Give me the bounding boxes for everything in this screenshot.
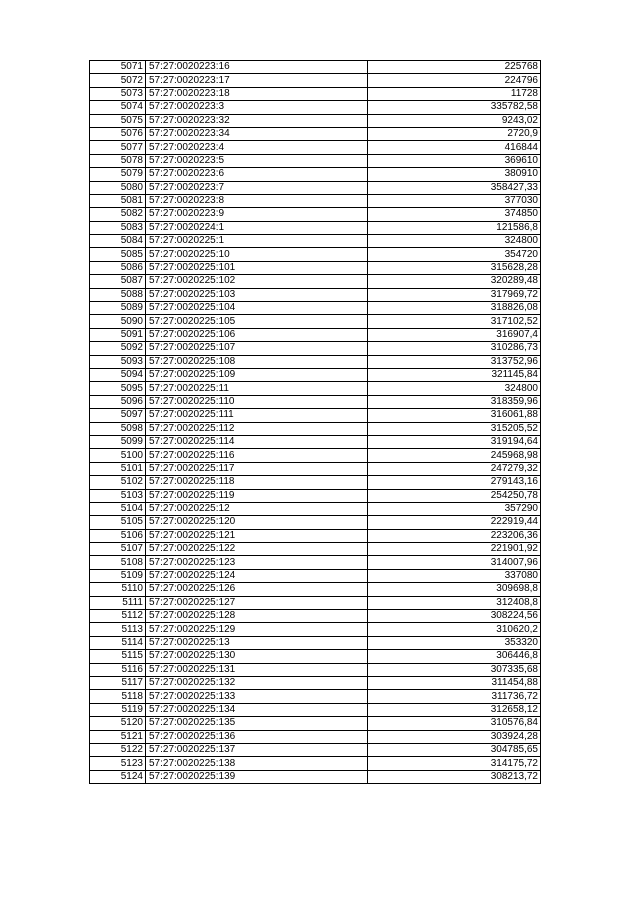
row-number-cell: 5103 bbox=[90, 489, 146, 502]
cadastral-number-cell: 57:27:0020223:8 bbox=[146, 194, 368, 207]
cadastral-number-cell: 57:27:0020225:136 bbox=[146, 730, 368, 743]
cadastral-value-cell: 369610 bbox=[368, 154, 541, 167]
table-row bbox=[90, 141, 541, 154]
row-number-cell: 5079 bbox=[90, 168, 146, 181]
row-number-cell: 5111 bbox=[90, 596, 146, 609]
table-row bbox=[90, 476, 541, 489]
cadastral-number-cell: 57:27:0020225:121 bbox=[146, 529, 368, 542]
row-number-cell: 5088 bbox=[90, 288, 146, 301]
cadastral-value-cell: 312658,12 bbox=[368, 703, 541, 716]
cadastral-number-cell: 57:27:0020225:104 bbox=[146, 302, 368, 315]
row-number-cell: 5093 bbox=[90, 355, 146, 368]
cadastral-number-cell: 57:27:0020225:134 bbox=[146, 703, 368, 716]
row-number-cell: 5089 bbox=[90, 302, 146, 315]
cadastral-value-cell: 324800 bbox=[368, 235, 541, 248]
cadastral-value-cell: 374850 bbox=[368, 208, 541, 221]
table-row bbox=[90, 489, 541, 502]
table-row bbox=[90, 114, 541, 127]
table-row bbox=[90, 302, 541, 315]
row-number-cell: 5099 bbox=[90, 435, 146, 448]
row-number-cell: 5080 bbox=[90, 181, 146, 194]
cadastral-value-cell: 320289,48 bbox=[368, 275, 541, 288]
cadastral-number-cell: 57:27:0020225:111 bbox=[146, 409, 368, 422]
table-row bbox=[90, 422, 541, 435]
cadastral-number-cell: 57:27:0020225:137 bbox=[146, 743, 368, 756]
table-body bbox=[90, 61, 541, 784]
cadastral-number-cell: 57:27:0020225:122 bbox=[146, 543, 368, 556]
cadastral-value-cell: 312408,8 bbox=[368, 596, 541, 609]
cadastral-value-cell: 353320 bbox=[368, 636, 541, 649]
row-number-cell: 5110 bbox=[90, 583, 146, 596]
cadastral-value-cell: 318826,08 bbox=[368, 302, 541, 315]
cadastral-value-cell: 308213,72 bbox=[368, 770, 541, 783]
row-number-cell: 5098 bbox=[90, 422, 146, 435]
table-row bbox=[90, 610, 541, 623]
row-number-cell: 5078 bbox=[90, 154, 146, 167]
cadastral-value-cell: 245968,98 bbox=[368, 449, 541, 462]
cadastral-value-cell: 222919,44 bbox=[368, 516, 541, 529]
cadastral-number-cell: 57:27:0020223:34 bbox=[146, 127, 368, 140]
row-number-cell: 5100 bbox=[90, 449, 146, 462]
row-number-cell: 5095 bbox=[90, 382, 146, 395]
row-number-cell: 5097 bbox=[90, 409, 146, 422]
table-row bbox=[90, 676, 541, 689]
cadastral-value-cell: 11728 bbox=[368, 87, 541, 100]
row-number-cell: 5118 bbox=[90, 690, 146, 703]
table-row bbox=[90, 342, 541, 355]
cadastral-value-cell: 309698,8 bbox=[368, 583, 541, 596]
cadastral-value-cell: 314175,72 bbox=[368, 757, 541, 770]
table-row bbox=[90, 87, 541, 100]
cadastral-value-cell: 377030 bbox=[368, 194, 541, 207]
cadastral-value-cell: 304785,65 bbox=[368, 743, 541, 756]
cadastral-value-cell: 380910 bbox=[368, 168, 541, 181]
cadastral-number-cell: 57:27:0020225:127 bbox=[146, 596, 368, 609]
table-row bbox=[90, 409, 541, 422]
row-number-cell: 5096 bbox=[90, 395, 146, 408]
cadastral-number-cell: 57:27:0020223:16 bbox=[146, 61, 368, 74]
table-row bbox=[90, 516, 541, 529]
table-row bbox=[90, 181, 541, 194]
cadastral-number-cell: 57:27:0020225:102 bbox=[146, 275, 368, 288]
row-number-cell: 5114 bbox=[90, 636, 146, 649]
row-number-cell: 5116 bbox=[90, 663, 146, 676]
row-number-cell: 5104 bbox=[90, 502, 146, 515]
cadastral-value-cell: 315205,52 bbox=[368, 422, 541, 435]
row-number-cell: 5121 bbox=[90, 730, 146, 743]
table-row bbox=[90, 583, 541, 596]
cadastral-value-cell: 316061,88 bbox=[368, 409, 541, 422]
cadastral-value-cell: 315628,28 bbox=[368, 261, 541, 274]
cadastral-number-cell: 57:27:0020225:132 bbox=[146, 676, 368, 689]
cadastral-value-cell: 311736,72 bbox=[368, 690, 541, 703]
cadastral-number-cell: 57:27:0020225:129 bbox=[146, 623, 368, 636]
cadastral-number-cell: 57:27:0020225:117 bbox=[146, 462, 368, 475]
row-number-cell: 5077 bbox=[90, 141, 146, 154]
cadastral-number-cell: 57:27:0020224:1 bbox=[146, 221, 368, 234]
cadastral-number-cell: 57:27:0020225:120 bbox=[146, 516, 368, 529]
row-number-cell: 5119 bbox=[90, 703, 146, 716]
cadastral-number-cell: 57:27:0020225:118 bbox=[146, 476, 368, 489]
cadastral-value-cell: 310620,2 bbox=[368, 623, 541, 636]
cadastral-value-cell: 224796 bbox=[368, 74, 541, 87]
cadastral-value-cell: 221901,92 bbox=[368, 543, 541, 556]
cadastral-value-cell: 313752,96 bbox=[368, 355, 541, 368]
cadastral-value-cell: 337080 bbox=[368, 569, 541, 582]
table-row bbox=[90, 368, 541, 381]
table-row bbox=[90, 556, 541, 569]
cadastral-number-cell: 57:27:0020225:12 bbox=[146, 502, 368, 515]
table-row bbox=[90, 61, 541, 74]
table-row bbox=[90, 168, 541, 181]
table-row bbox=[90, 127, 541, 140]
table-row bbox=[90, 74, 541, 87]
row-number-cell: 5117 bbox=[90, 676, 146, 689]
row-number-cell: 5072 bbox=[90, 74, 146, 87]
row-number-cell: 5092 bbox=[90, 342, 146, 355]
table-row bbox=[90, 315, 541, 328]
table-row bbox=[90, 730, 541, 743]
cadastral-value-cell: 310576,84 bbox=[368, 717, 541, 730]
cadastral-number-cell: 57:27:0020225:138 bbox=[146, 757, 368, 770]
row-number-cell: 5106 bbox=[90, 529, 146, 542]
cadastral-number-cell: 57:27:0020225:103 bbox=[146, 288, 368, 301]
cadastral-value-cell: 319194,64 bbox=[368, 435, 541, 448]
cadastral-number-cell: 57:27:0020223:3 bbox=[146, 101, 368, 114]
row-number-cell: 5109 bbox=[90, 569, 146, 582]
cadastral-number-cell: 57:27:0020225:139 bbox=[146, 770, 368, 783]
cadastral-number-cell: 57:27:0020225:123 bbox=[146, 556, 368, 569]
table-row bbox=[90, 743, 541, 756]
cadastral-number-cell: 57:27:0020225:109 bbox=[146, 368, 368, 381]
row-number-cell: 5071 bbox=[90, 61, 146, 74]
cadastral-number-cell: 57:27:0020225:135 bbox=[146, 717, 368, 730]
cadastral-number-cell: 57:27:0020225:130 bbox=[146, 650, 368, 663]
cadastral-value-cell: 318359,96 bbox=[368, 395, 541, 408]
cadastral-number-cell: 57:27:0020225:124 bbox=[146, 569, 368, 582]
table-row bbox=[90, 502, 541, 515]
table-row bbox=[90, 690, 541, 703]
row-number-cell: 5108 bbox=[90, 556, 146, 569]
cadastral-number-cell: 57:27:0020225:126 bbox=[146, 583, 368, 596]
cadastral-value-cell: 335782,58 bbox=[368, 101, 541, 114]
cadastral-value-cell: 9243,02 bbox=[368, 114, 541, 127]
row-number-cell: 5091 bbox=[90, 328, 146, 341]
cadastral-number-cell: 57:27:0020225:119 bbox=[146, 489, 368, 502]
cadastral-number-cell: 57:27:0020225:114 bbox=[146, 435, 368, 448]
row-number-cell: 5120 bbox=[90, 717, 146, 730]
table-row bbox=[90, 235, 541, 248]
cadastral-value-cell: 121586,8 bbox=[368, 221, 541, 234]
table-row bbox=[90, 154, 541, 167]
table-row bbox=[90, 261, 541, 274]
table-row bbox=[90, 101, 541, 114]
cadastral-value-cell: 225768 bbox=[368, 61, 541, 74]
cadastral-number-cell: 57:27:0020225:106 bbox=[146, 328, 368, 341]
cadastral-number-cell: 57:27:0020223:9 bbox=[146, 208, 368, 221]
row-number-cell: 5073 bbox=[90, 87, 146, 100]
row-number-cell: 5075 bbox=[90, 114, 146, 127]
cadastral-number-cell: 57:27:0020225:131 bbox=[146, 663, 368, 676]
cadastral-value-table bbox=[89, 60, 541, 784]
row-number-cell: 5102 bbox=[90, 476, 146, 489]
row-number-cell: 5090 bbox=[90, 315, 146, 328]
cadastral-value-cell: 303924,28 bbox=[368, 730, 541, 743]
table-row bbox=[90, 248, 541, 261]
table-row bbox=[90, 770, 541, 783]
cadastral-number-cell: 57:27:0020225:1 bbox=[146, 235, 368, 248]
cadastral-value-cell: 308224,56 bbox=[368, 610, 541, 623]
row-number-cell: 5087 bbox=[90, 275, 146, 288]
cadastral-number-cell: 57:27:0020223:4 bbox=[146, 141, 368, 154]
cadastral-number-cell: 57:27:0020225:133 bbox=[146, 690, 368, 703]
cadastral-value-cell: 310286,73 bbox=[368, 342, 541, 355]
cadastral-number-cell: 57:27:0020223:18 bbox=[146, 87, 368, 100]
table-row bbox=[90, 529, 541, 542]
row-number-cell: 5115 bbox=[90, 650, 146, 663]
cadastral-value-cell: 321145,84 bbox=[368, 368, 541, 381]
table-row bbox=[90, 569, 541, 582]
cadastral-number-cell: 57:27:0020225:13 bbox=[146, 636, 368, 649]
cadastral-number-cell: 57:27:0020225:116 bbox=[146, 449, 368, 462]
cadastral-number-cell: 57:27:0020225:108 bbox=[146, 355, 368, 368]
table-row bbox=[90, 650, 541, 663]
table-row bbox=[90, 355, 541, 368]
table-row bbox=[90, 623, 541, 636]
table-row bbox=[90, 275, 541, 288]
row-number-cell: 5074 bbox=[90, 101, 146, 114]
cadastral-value-cell: 357290 bbox=[368, 502, 541, 515]
cadastral-number-cell: 57:27:0020225:10 bbox=[146, 248, 368, 261]
cadastral-value-cell: 317969,72 bbox=[368, 288, 541, 301]
cadastral-number-cell: 57:27:0020225:128 bbox=[146, 610, 368, 623]
cadastral-value-cell: 279143,16 bbox=[368, 476, 541, 489]
row-number-cell: 5083 bbox=[90, 221, 146, 234]
row-number-cell: 5084 bbox=[90, 235, 146, 248]
row-number-cell: 5085 bbox=[90, 248, 146, 261]
cadastral-value-cell: 316907,4 bbox=[368, 328, 541, 341]
row-number-cell: 5094 bbox=[90, 368, 146, 381]
cadastral-number-cell: 57:27:0020225:11 bbox=[146, 382, 368, 395]
table-row bbox=[90, 596, 541, 609]
table-row bbox=[90, 462, 541, 475]
row-number-cell: 5081 bbox=[90, 194, 146, 207]
row-number-cell: 5112 bbox=[90, 610, 146, 623]
cadastral-value-cell: 324800 bbox=[368, 382, 541, 395]
cadastral-number-cell: 57:27:0020223:5 bbox=[146, 154, 368, 167]
cadastral-number-cell: 57:27:0020225:112 bbox=[146, 422, 368, 435]
row-number-cell: 5076 bbox=[90, 127, 146, 140]
row-number-cell: 5124 bbox=[90, 770, 146, 783]
row-number-cell: 5105 bbox=[90, 516, 146, 529]
table-row bbox=[90, 288, 541, 301]
table-row bbox=[90, 757, 541, 770]
cadastral-value-cell: 314007,96 bbox=[368, 556, 541, 569]
table-row bbox=[90, 382, 541, 395]
table-row bbox=[90, 663, 541, 676]
table-row bbox=[90, 435, 541, 448]
table-row bbox=[90, 208, 541, 221]
row-number-cell: 5082 bbox=[90, 208, 146, 221]
cadastral-number-cell: 57:27:0020225:110 bbox=[146, 395, 368, 408]
table-row bbox=[90, 449, 541, 462]
table-row bbox=[90, 636, 541, 649]
cadastral-value-cell: 223206,36 bbox=[368, 529, 541, 542]
row-number-cell: 5107 bbox=[90, 543, 146, 556]
row-number-cell: 5123 bbox=[90, 757, 146, 770]
row-number-cell: 5122 bbox=[90, 743, 146, 756]
table-row bbox=[90, 221, 541, 234]
table-row bbox=[90, 543, 541, 556]
table-row bbox=[90, 395, 541, 408]
table-row bbox=[90, 717, 541, 730]
cadastral-value-cell: 311454,88 bbox=[368, 676, 541, 689]
row-number-cell: 5101 bbox=[90, 462, 146, 475]
cadastral-number-cell: 57:27:0020225:107 bbox=[146, 342, 368, 355]
row-number-cell: 5113 bbox=[90, 623, 146, 636]
cadastral-number-cell: 57:27:0020223:7 bbox=[146, 181, 368, 194]
row-number-cell: 5086 bbox=[90, 261, 146, 274]
table-row bbox=[90, 703, 541, 716]
cadastral-number-cell: 57:27:0020225:101 bbox=[146, 261, 368, 274]
cadastral-number-cell: 57:27:0020223:17 bbox=[146, 74, 368, 87]
cadastral-number-cell: 57:27:0020223:6 bbox=[146, 168, 368, 181]
cadastral-value-cell: 254250,78 bbox=[368, 489, 541, 502]
cadastral-value-cell: 306446,8 bbox=[368, 650, 541, 663]
cadastral-value-cell: 416844 bbox=[368, 141, 541, 154]
cadastral-value-cell: 307335,68 bbox=[368, 663, 541, 676]
cadastral-number-cell: 57:27:0020225:105 bbox=[146, 315, 368, 328]
cadastral-number-cell: 57:27:0020223:32 bbox=[146, 114, 368, 127]
table-row bbox=[90, 194, 541, 207]
cadastral-value-cell: 358427,33 bbox=[368, 181, 541, 194]
table-row bbox=[90, 328, 541, 341]
cadastral-value-cell: 317102,52 bbox=[368, 315, 541, 328]
cadastral-value-cell: 2720,9 bbox=[368, 127, 541, 140]
cadastral-value-cell: 247279,32 bbox=[368, 462, 541, 475]
cadastral-value-cell: 354720 bbox=[368, 248, 541, 261]
